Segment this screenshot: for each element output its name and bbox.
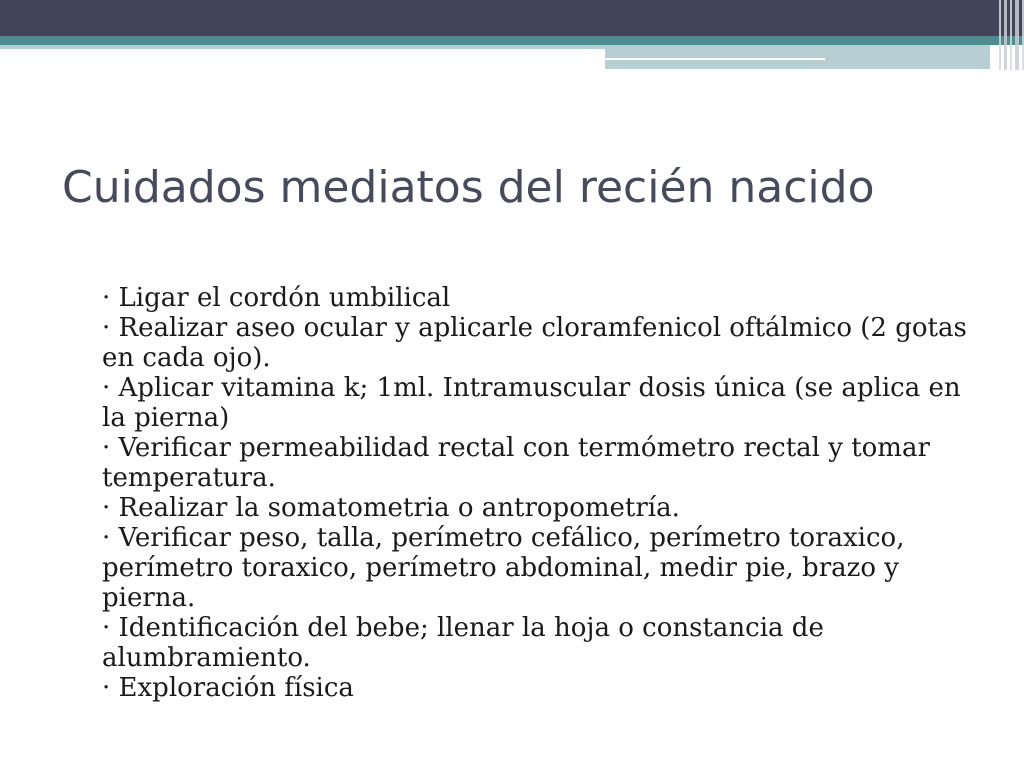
header-band-dark — [0, 0, 1024, 36]
header-step-accent — [825, 58, 990, 60]
stripe — [999, 0, 1001, 70]
bullet-item: · Identificación del bebe; llenar la hoja o constancia de alumbramiento. — [102, 613, 824, 673]
header-divider-line — [0, 49, 605, 52]
bullet-item: · Verificar peso, talla, perímetro cefálico, perímetro toraxico, perímetro toraxico, perímetro abdominal, medir pie, brazo y pierna. — [102, 523, 905, 613]
bullet-item: · Realizar la somatometria o antropometría. — [102, 493, 680, 523]
slide-body — [102, 283, 972, 703]
stripe — [1015, 0, 1019, 70]
bullet-item: · Exploración física — [102, 673, 354, 703]
slide-title: Cuidados mediatos del recién nacido — [62, 162, 875, 213]
bullet-item: · Realizar aseo ocular y aplicarle cloramfenicol oftálmico (2 gotas en cada ojo). — [102, 313, 967, 373]
stripe — [1004, 0, 1007, 70]
header-band-teal — [0, 36, 1024, 45]
header-stripes — [990, 0, 1024, 70]
bullet-item: · Aplicar vitamina k; 1ml. Intramuscular dosis única (se aplica en la pierna) — [102, 373, 961, 433]
stripe — [1010, 0, 1012, 70]
header-step-block-lower — [605, 60, 990, 69]
bullet-item: · Ligar el cordón umbilical — [102, 283, 451, 313]
header-step-block — [605, 49, 990, 58]
bullet-item: · Verificar permeabilidad rectal con termómetro rectal y tomar temperatura. — [102, 433, 930, 493]
